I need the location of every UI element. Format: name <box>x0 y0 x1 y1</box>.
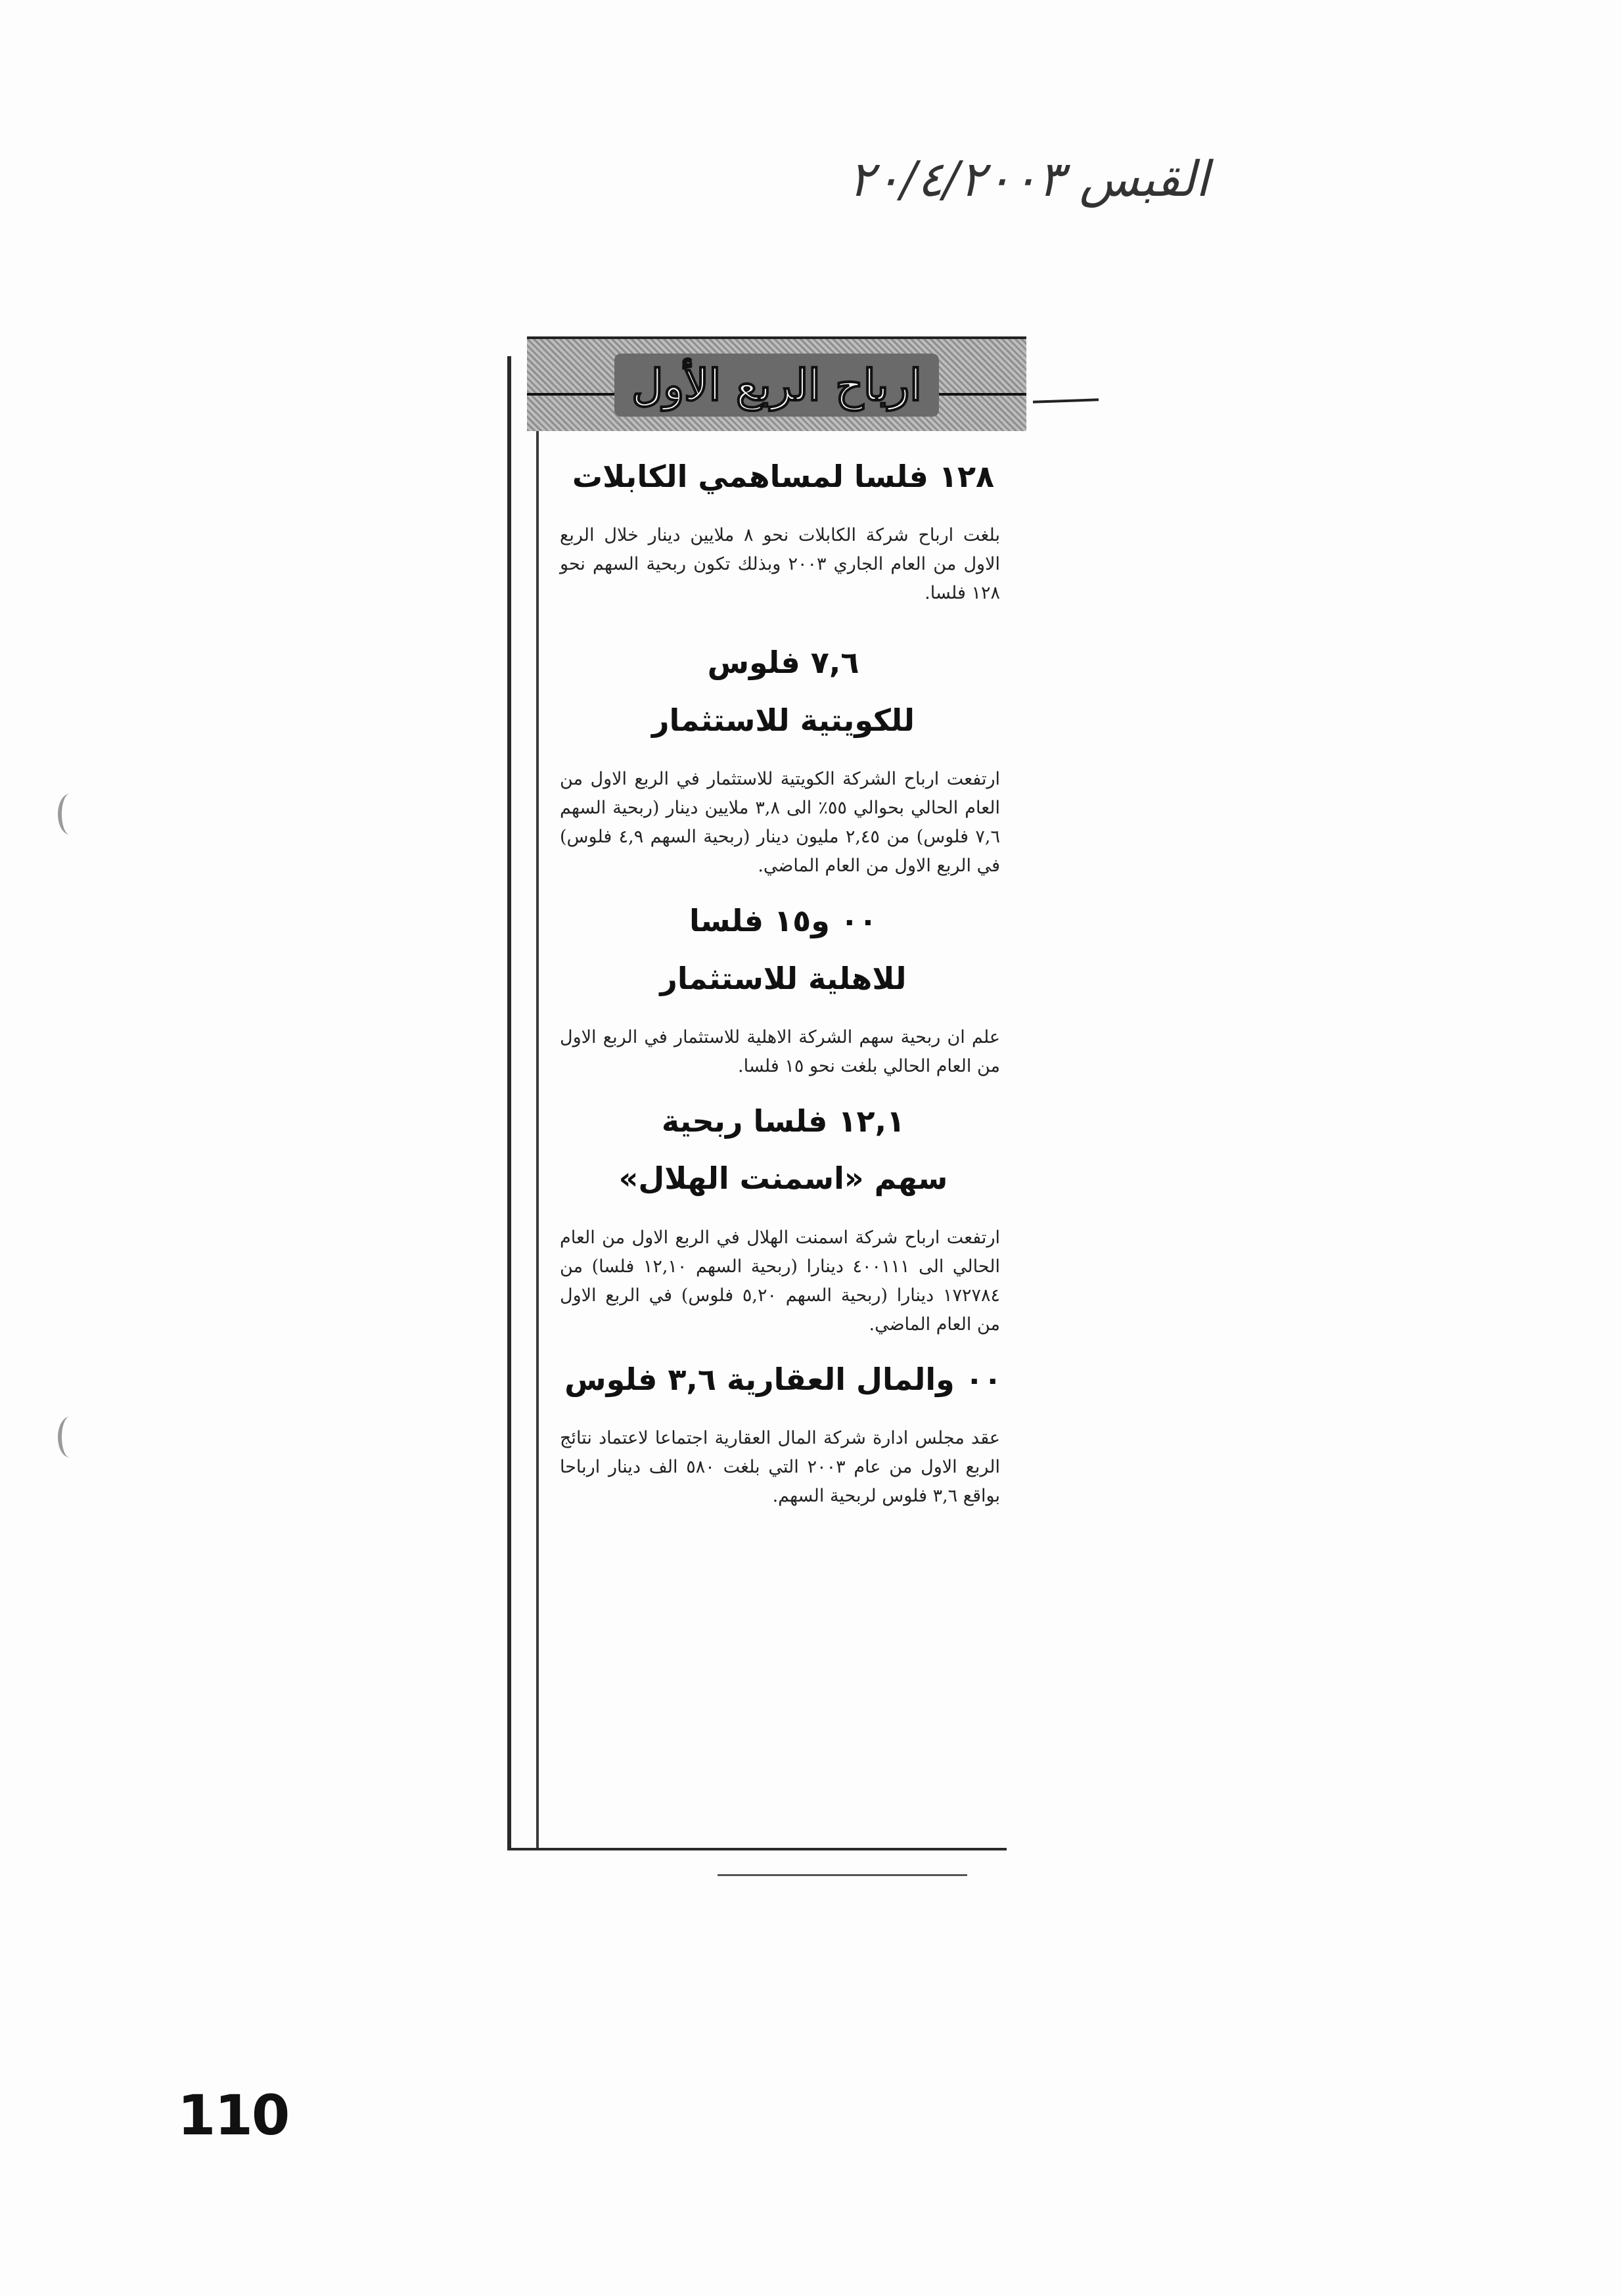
article-headline: ٧,٦ فلوس <box>707 645 859 681</box>
article-body: عقد مجلس ادارة شركة المال العقارية اجتماعا لاعتماد نتائج الربع الاول من عام ٢٠٠٣ التي بلغت ٥٨٠ الف دينار ارباحا بواقع ٣,٦ فلوس لربحية السهم. <box>560 1428 1000 1507</box>
masthead-title: ارباح الربع الأول <box>614 354 938 417</box>
binder-punch-mark <box>58 794 81 835</box>
article-headline: ٠٠ و١٥ فلسا <box>689 903 877 939</box>
article-body: علم ان ربحية سهم الشركة الاهلية للاستثمار في الربع الاول من العام الحالي بلغت نحو ١٥ فلسا. <box>560 1026 1000 1076</box>
pen-mark <box>1033 398 1099 403</box>
clipping-bottom-rule <box>507 1848 1007 1850</box>
article-mal-real-estate <box>547 1351 1020 1511</box>
article-kuwaiti-investment <box>547 634 1020 881</box>
article-body: ارتفعت ارباح الشركة الكويتية للاستثمار في الربع الاول من العام الحالي بحوالي ٥٥٪ الى ٣,٨ ملايين دينار (ربحية السهم ٧,٦ فلوس) من ٢,٤٥ مليون دينار (ربحية السهم ٤,٩ فلوس) في الربع الاول من العام الماضي. <box>560 769 1000 877</box>
page-number: 110 <box>177 2083 289 2147</box>
article-body: بلغت ارباح شركة الكابلات نحو ٨ ملايين دينار خلال الربع الاول من العام الجاري ٢٠٠٣ وبذلك تكون ربحية السهم نحو ١٢٨ فلسا. <box>560 525 1001 604</box>
article-headline: سهم «اسمنت الهلال» <box>618 1160 948 1197</box>
article-hilal-cement <box>547 1093 1020 1339</box>
newspaper-clipping <box>507 336 1033 1861</box>
article-column <box>547 448 1020 1523</box>
column-rule <box>536 428 539 1848</box>
article-headline: للاهلية للاستثمار <box>660 960 907 996</box>
article-headline: ٠٠ والمال العقارية ٣,٦ فلوس <box>564 1361 1002 1397</box>
handwritten-date-note: القبس ٢٠/٤/٢٠٠٣ <box>848 151 1209 208</box>
clipping-border <box>507 356 511 1848</box>
article-cables <box>547 448 1020 608</box>
masthead-banner <box>527 336 1026 431</box>
clipping-bottom-rule <box>718 1874 967 1876</box>
article-ahlia-investment <box>547 892 1020 1081</box>
article-body: ارتفعت ارباح شركة اسمنت الهلال في الربع الاول من العام الحالي الى ٤٠٠١١١ دينارا (ربحية السهم ١٢,١٠ فلسا) من ١٧٢٧٨٤ دينارا (ربحية السهم ٥,٢٠ فلوس) في الربع الاول من العام الماضي. <box>560 1227 1001 1335</box>
article-headline: للكويتية للاستثمار <box>652 702 915 738</box>
article-headline: ١٢٨ فلسا لمساهمي الكابلات <box>572 459 995 494</box>
binder-punch-mark <box>58 1417 81 1458</box>
article-headline: ١٢,١ فلسا ربحية <box>661 1103 905 1139</box>
